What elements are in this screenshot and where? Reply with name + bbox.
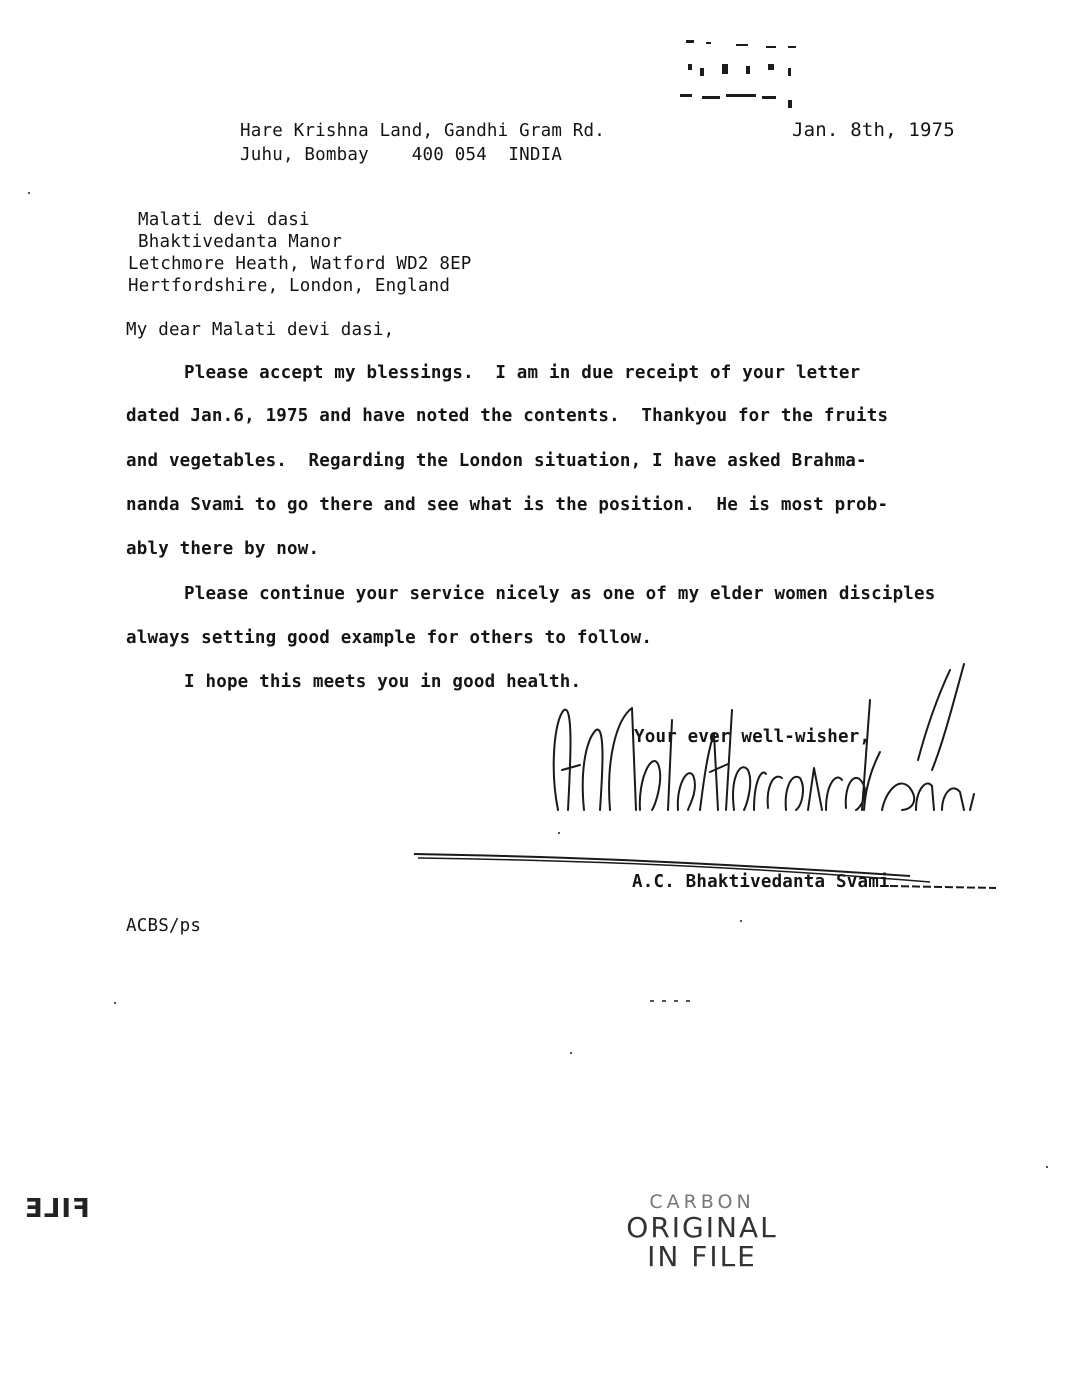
scan-speck <box>28 192 30 194</box>
body-line: always setting good example for others to follow. <box>126 628 653 648</box>
sender-address-line-2: Juhu, Bombay 400 054 INDIA <box>240 145 563 165</box>
scan-speck <box>650 1000 654 1002</box>
recipient-address-line-3: Letchmore Heath, Watford WD2 8EP <box>128 254 472 274</box>
reference-initials: ACBS/ps <box>126 916 202 936</box>
scan-speck <box>674 1000 678 1002</box>
recipient-name: Malati devi dasi <box>138 210 310 230</box>
body-line: I hope this meets you in good health. <box>184 672 582 692</box>
file-stamp: FILE <box>24 1194 90 1224</box>
stamp-line-3: IN FILE <box>647 1240 757 1274</box>
body-line: nanda Svami to go there and see what is the position. He is most prob- <box>126 495 889 515</box>
letter-date: Jan. 8th, 1975 <box>792 119 955 141</box>
body-line: ably there by now. <box>126 539 320 559</box>
recipient-address-line-4: Hertfordshire, London, England <box>128 276 451 296</box>
received-stamp-marks <box>676 34 806 110</box>
scan-speck <box>662 1000 666 1002</box>
scan-speck <box>558 832 560 834</box>
scan-speck <box>740 920 742 922</box>
scan-speck <box>114 1002 116 1004</box>
sender-address-line-1: Hare Krishna Land, Gandhi Gram Rd. <box>240 121 606 141</box>
recipient-address-line-2: Bhaktivedanta Manor <box>138 232 342 252</box>
original-in-file-stamp <box>612 1193 792 1272</box>
handwritten-signature <box>540 660 990 860</box>
scan-speck <box>686 1000 690 1002</box>
body-line: Please accept my blessings. I am in due receipt of your letter <box>184 363 861 383</box>
salutation: My dear Malati devi dasi, <box>126 320 395 340</box>
closing: Your ever well-wisher, <box>634 727 871 747</box>
signatory-name: A.C. Bhaktivedanta Svami <box>632 872 890 892</box>
body-line: Please continue your service nicely as one of my elder women disciples <box>184 584 936 604</box>
stamp-line-2: ORIGINAL <box>626 1210 778 1244</box>
scan-speck <box>570 1052 572 1054</box>
stamp-line-1: CARBON <box>649 1191 755 1213</box>
body-line: and vegetables. Regarding the London situation, I have asked Brahma- <box>126 451 867 471</box>
body-line: dated Jan.6, 1975 and have noted the contents. Thankyou for the fruits <box>126 406 889 426</box>
scan-speck <box>1046 1166 1048 1168</box>
